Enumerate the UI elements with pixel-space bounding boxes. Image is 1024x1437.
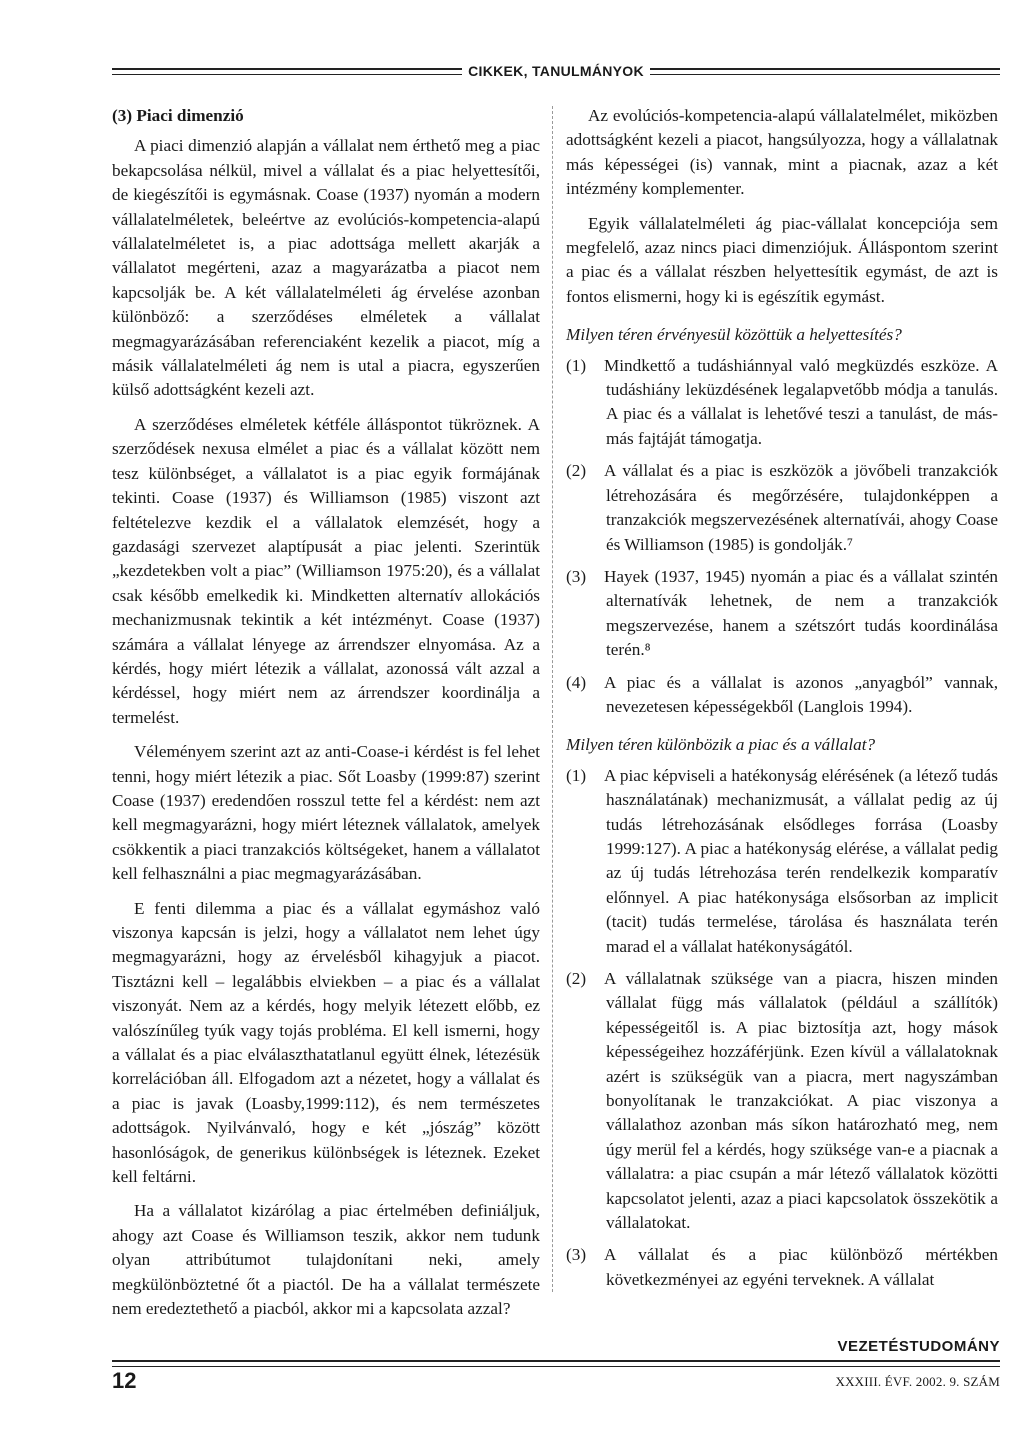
header-rule-right [650, 68, 1000, 75]
page-footer [112, 1338, 1000, 1398]
left-column [112, 104, 540, 1322]
column-divider [552, 106, 553, 1292]
paragraph: A piaci dimenzió alapján a vállalat nem érthető meg a piac bekapcsolása nélkül, mivel a vállalat és a piac helyettesítői, de kiegészítői is egymásnak. Coase (1937) nyomán a modern vállalatelméletek, beleértve az evolúciós-kompetencia-alapú vállalatelméletet is, a piac adottsága mellett akarják a vállalatot megérteni, azaz a magyarázatba a piacot nem kapcsolják be. A két vállalatelméleti ág érvelése azonban különböző: a szerződéses elméletek a vállalat megmagyarázásában referenciaként kezelik a piacot, míg a másik vállalatelméleti ág nem is utal a piacra, egyszerűen külső adottságként kezeli azt. [112, 136, 540, 400]
subheading-substitution: Milyen téren érvényesül közöttük a helyettesítés? [566, 325, 902, 345]
list-item: (3) A vállalat és a piac különböző mértékben következményei az egyéni terveknek. A vállalat [566, 1245, 998, 1289]
paragraph: Egyik vállalatelméleti ág piac-vállalat koncepciója sem megfelelő, azaz nincs piaci dimenziójuk. Álláspontom szerint a piac és a vállalat részben helyettesítik egymást, de azt is fontos elismerni, hogy ki is egészítik egymást. [566, 213, 998, 306]
section-title: CIKKEK, TANULMÁNYOK [468, 63, 644, 79]
paragraph: Ha a vállalatot kizárólag a piac értelmében definiáljuk, ahogy azt Coase és Williamson teszik, akkor nem tudunk olyan attribútumot tulajdonítani neki, amely megkülönböztetné őt a piactól. De ha a vállalat természete nem eredeztethető a piacból, akkor mi a kapcsolata azzal? [112, 1201, 540, 1319]
paragraph: Véleményem szerint azt az anti-Coase-i kérdést is fel lehet tenni, hogy miért létezik a piac. Sőt Loasby (1999:87) szerint Coase (1937) eredendően rosszul tette fel a kérdést: nem azt kell megmagyarázni, hogy miért léteznek vállalatok, amelyek csökkentik a piaci tranzakciós költségeket, hanem a vállalatot kell felhasználni a piac megmagyarázásában. [112, 742, 540, 884]
substitution-list [566, 354, 998, 720]
list-item: (4) A piac és a vállalat is azonos „anyagból” vannak, nevezetesen képességekből (Langlois 1994). [566, 672, 998, 716]
running-header [112, 58, 1000, 84]
right-column [566, 104, 998, 1300]
paragraph: E fenti dilemma a piac és a vállalat egymáshoz való viszonya kapcsán is jelzi, hogy a vállalatot nem lehet úgy megmagyarázni, hogy az érvelésből kihagyjuk a piacot. Tisztázni kell – legalábbis elviekben – a piac és a vállalat viszonyát. Nem az a kérdés, hogy melyik létezett előbb, ez valószínűleg tyúk vagy tojás probléma. El kell ismerni, hogy a vállalat és a piac elválaszthatatlanul együtt élnek, létezésük korrelációban áll. Elfogadom azt a nézetet, hogy a vállalat és a piac is javak (Loasby,1999:112), és nem természetes adottságok. Nyilvánvaló, hogy e két „jószág” között hasonlóságok, de generikus különbségek is léteznek. Ezeket kell feltárni. [112, 898, 540, 1187]
page-number: 12 [112, 1368, 137, 1393]
header-rule-left [112, 68, 462, 75]
list-item: (2) A vállalatnak szüksége van a piacra, hiszen minden vállalat függ más vállalatok (például a szállítók) képességeitől is. A piac biztosítja azt, hogy mások képességeihez hozzáférjünk. Ezen kívül a vállalatoknak azért is szükségük van a piacra, mert nagyszámban bonyolítanak le tranzakciókat. A piac viszonya a vállalathoz azonban más síkon határozható meg, nem úgy merül fel a kérdés, hogy szüksége van-e a piacnak a vállalatra: a piac csupán a már létező vállalatok közötti kapcsolatot jelenti, azaz a piaci kapcsolatok összekötik a vállalatokat. [566, 969, 998, 1233]
list-item: (3) Hayek (1937, 1945) nyomán a piac és a vállalat szintén alternatívák lehetnek, de nem a tranzakciók megszervezése, hanem a szétszórt tudás koordinálása terén.⁸ [566, 566, 998, 660]
footer-rule [112, 1360, 1000, 1367]
issue-info: XXXIII. ÉVF. 2002. 9. SZÁM [835, 1374, 1000, 1389]
subheading-difference: Milyen téren különbözik a piac és a vállalat? [566, 735, 876, 755]
difference-list [566, 764, 998, 1293]
list-item: (2) A vállalat és a piac is eszközök a jövőbeli tranzakciók létrehozására és megőrzésére, tulajdonképpen a tranzakciók megszervezésének alternatívái, ahogy Coase és Williamson (1985) is gondolják.⁷ [566, 461, 998, 554]
list-item: (1) A piac képviseli a hatékonyság elérésének (a létező tudás használatának) mechanizmusát, a vállalat pedig az új tudás létrehozásának elsődleges forrása (Loasby 1999:127). A piac a hatékonyság elérése, a vállalat pedig az új tudás létrehozása terén rendelkezik komparatív előnnyel. A piac hatékonysága elsősorban az implicit (tacit) tudás termelése, tárolása és használata terén marad el a vállalat hatékonyságától. [566, 765, 998, 956]
paragraph: Az evolúciós-kompetencia-alapú vállalatelmélet, miközben adottságként kezeli a piacot, hangsúlyozza, hogy a vállalatnak más képességei (is) vannak, mint a piacnak, azaz a két intézmény komplementer. [566, 106, 998, 199]
paragraph: A szerződéses elméletek kétféle álláspontot tükröznek. A szerződések nexusa elmélet a piac és a vállalat között nem tesz különbséget, a vállalatot is a piac egyik formájának tekinti. Coase (1937) és Williamson (1985) viszont azt feltételezve kezdik el a vállalatok elemzését, hogy a gazdasági szervezet alaptípusát a piac jelenti. Szerintük „kezdetekben volt a piac” (Williamson 1975:20), és a vállalat csak később emelkedik ki. Mindketten alternatív allokációs mechanizmusnak tekintik a két intézményt. Coase (1937) számára a vállalat lényege az árrendszer elnyomása. Az a kérdés, hogy miért létezik a vállalat, azonossá vált azzal a kérdéssel, hogy miért nem az árrendszer koordinálja a termelést. [112, 414, 540, 727]
list-item: (1) Mindkettő a tudáshiánnyal való megküzdés eszköze. A tudáshiány leküzdésének legalapvetőbb módja a tanulás. A piac és a vállalat is lehetővé teszi a tanulást, de más-más fajtáját támogatja. [566, 355, 998, 448]
section-heading: (3) Piaci dimenzió [112, 106, 244, 125]
journal-title: VEZETÉSTUDOMÁNY [837, 1338, 1000, 1355]
